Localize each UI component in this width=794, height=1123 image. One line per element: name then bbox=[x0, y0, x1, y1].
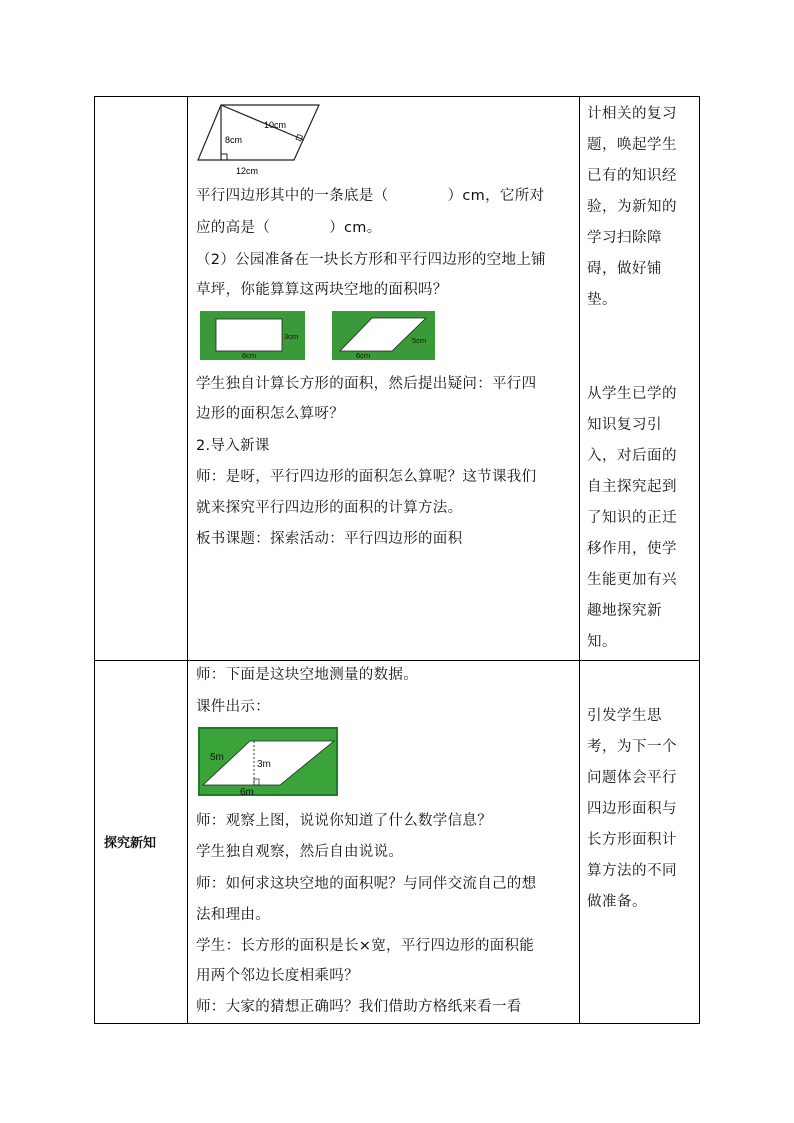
note-line-20: 四边形面积与 bbox=[587, 801, 677, 817]
note-line-13: 移作用，使学 bbox=[587, 541, 677, 557]
text-line-1: 平行四边形其中的一条底是（ ）cm，它所对 bbox=[196, 188, 545, 204]
label-5m: 5m bbox=[210, 752, 224, 763]
text-line-9: 就来探究平行四边形的面积的计算方法。 bbox=[196, 500, 463, 516]
parallelogram-figure bbox=[196, 100, 326, 178]
note-line-3: 已有的知识经 bbox=[587, 168, 677, 184]
note-line-2: 题，唤起学生 bbox=[587, 137, 677, 153]
text-line-19: 师：大家的猜想正确吗？我们借助方格纸来看一看 bbox=[196, 999, 522, 1015]
text-line-5: 学生独自计算长方形的面积，然后提出疑问：平行四 bbox=[196, 376, 537, 392]
label-10cm: 10cm bbox=[264, 120, 287, 130]
note-line-14: 生能更加有兴 bbox=[587, 572, 677, 588]
text-line-18: 用两个邻边长度相乘吗？ bbox=[196, 968, 359, 984]
note-line-15: 趣地探究新 bbox=[587, 603, 662, 619]
note-line-8: 从学生已学的 bbox=[587, 386, 677, 402]
label-8cm: 8cm bbox=[225, 135, 243, 145]
note-line-4: 验，为新知的 bbox=[587, 199, 677, 215]
note-line-17: 引发学生思 bbox=[587, 708, 662, 724]
note-line-12: 了知识的正迁 bbox=[587, 510, 677, 526]
note-line-18: 考，为下一个 bbox=[587, 739, 677, 755]
column-divider-1 bbox=[187, 97, 188, 1023]
note-line-19: 问题体会平行 bbox=[587, 770, 677, 786]
text-line-12: 课件出示： bbox=[196, 699, 270, 715]
note-line-6: 碍，做好铺 bbox=[587, 261, 662, 277]
label-3m: 3m bbox=[257, 759, 271, 770]
text-line-3: （2）公园准备在一块长方形和平行四边形的空地上铺 bbox=[196, 252, 546, 268]
rectangle-plot-figure bbox=[200, 311, 305, 360]
text-line-16: 法和理由。 bbox=[196, 907, 270, 923]
note-line-16: 知。 bbox=[587, 634, 617, 650]
note-line-22: 算方法的不同 bbox=[587, 863, 677, 879]
label-5cm: 5cm bbox=[412, 336, 427, 345]
note-line-11: 自主探究起到 bbox=[587, 479, 677, 495]
note-line-7: 垫。 bbox=[587, 292, 617, 308]
column-divider-2 bbox=[579, 97, 580, 1023]
text-line-7: 2.导入新课 bbox=[196, 438, 270, 454]
row-divider bbox=[95, 660, 699, 661]
note-line-10: 入，对后面的 bbox=[587, 448, 677, 464]
text-line-10: 板书课题：探索活动：平行四边形的面积 bbox=[196, 531, 463, 547]
parallelogram-plot-figure bbox=[332, 311, 435, 360]
label-6m: 6m bbox=[240, 787, 254, 796]
note-line-21: 长方形面积计 bbox=[587, 832, 677, 848]
note-line-9: 知识复习引 bbox=[587, 417, 662, 433]
label-12cm: 12cm bbox=[236, 166, 259, 176]
text-line-11: 师：下面是这块空地测量的数据。 bbox=[196, 667, 418, 683]
text-line-4: 草坪，你能算算这两块空地的面积吗？ bbox=[196, 282, 448, 298]
text-line-14: 学生独自观察，然后自由说说。 bbox=[196, 844, 404, 860]
label-6cm-para: 6cm bbox=[356, 351, 371, 360]
note-line-1: 计相关的复习 bbox=[587, 106, 677, 122]
label-3cm: 3cm bbox=[284, 332, 299, 341]
label-6cm-rect: 6cm bbox=[242, 351, 257, 360]
text-line-6: 边形的面积怎么算呀？ bbox=[196, 406, 344, 422]
note-line-5: 学习扫除障 bbox=[587, 230, 662, 246]
text-line-13: 师：观察上图，说说你知道了什么数学信息？ bbox=[196, 813, 492, 829]
text-line-8: 师：是呀，平行四边形的面积怎么算呢？这节课我们 bbox=[196, 469, 537, 485]
note-line-23: 做准备。 bbox=[587, 894, 647, 910]
plot-measurement-figure bbox=[198, 727, 338, 796]
text-line-15: 师：如何求这块空地的面积呢？与同伴交流自己的想 bbox=[196, 876, 537, 892]
stage-label: 探究新知 bbox=[104, 836, 157, 851]
text-line-17: 学生：长方形的面积是长×宽，平行四边形的面积能 bbox=[196, 938, 535, 954]
text-line-2: 应的高是（ ）cm。 bbox=[196, 220, 382, 236]
